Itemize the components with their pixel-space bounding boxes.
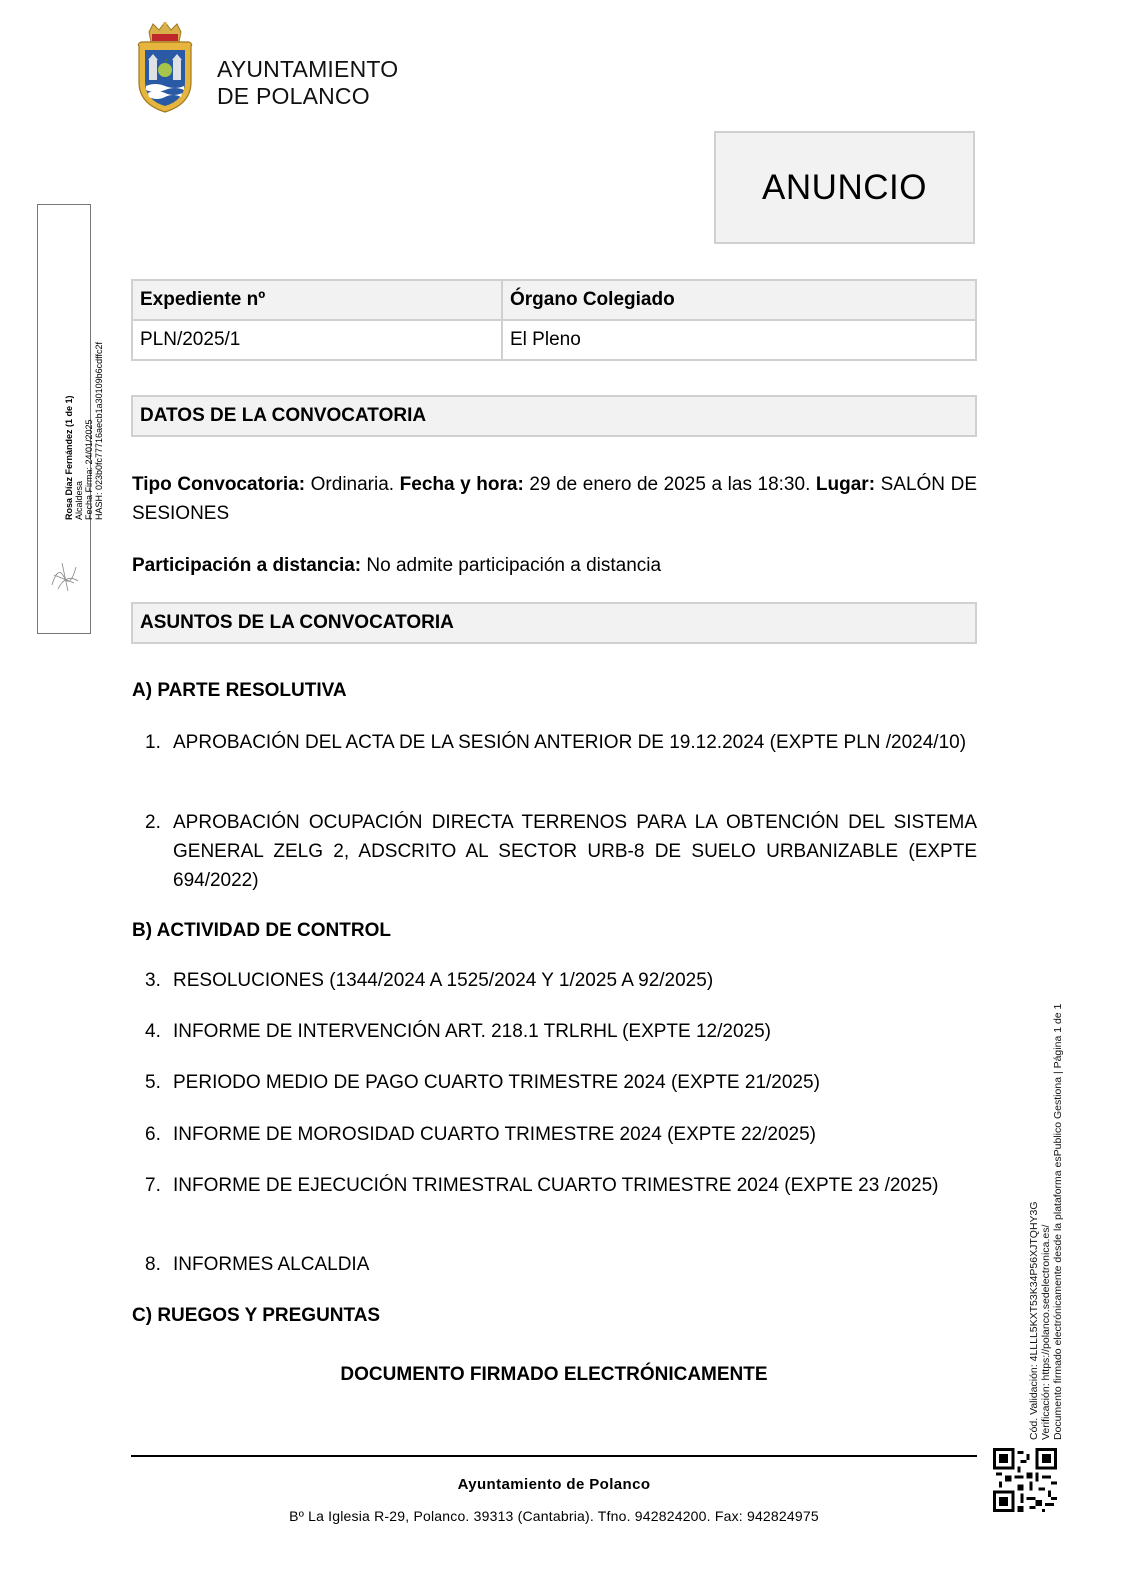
- verification-url[interactable]: Verificación: https://polanco.sedelectronica.es/: [1040, 1224, 1052, 1440]
- table-header-row: [132, 280, 976, 320]
- agenda-item: 2. APROBACIÓN OCUPACIÓN DIRECTA TERRENOS PARA LA OBTENCIÓN DEL SISTEMA GENERAL ZELG 2, ADSCRITO AL SECTOR URB-8 DE SUELO URBANIZABLE (EXPTE 694/2022): [145, 812, 977, 891]
- participacion-line: [132, 551, 977, 580]
- handwritten-signature-icon: [44, 555, 84, 595]
- tipo-value: Ordinaria.: [310, 474, 395, 495]
- footer-organization: Ayuntamiento de Polanco: [457, 1476, 651, 1493]
- document-type-box: [714, 131, 975, 244]
- agenda-item: 5. PERIODO MEDIO DE PAGO CUARTO TRIMESTRE 2024 (EXPTE 21/2025): [145, 1072, 820, 1093]
- section-b-title: B) ACTIVIDAD DE CONTROL: [132, 920, 391, 941]
- header-organo: Órgano Colegiado: [502, 280, 976, 320]
- agenda-item: 6. INFORME DE MOROSIDAD CUARTO TRIMESTRE 2024 (EXPTE 22/2025): [145, 1124, 816, 1145]
- participacion-label: Participación a distancia:: [132, 555, 362, 576]
- fecha-value: 29 de enero de 2025 a las 18:30.: [529, 474, 811, 495]
- section-a-title: A) PARTE RESOLUTIVA: [132, 680, 347, 701]
- coat-of-arms-logo: [135, 22, 195, 117]
- lugar-value: SALÓN DE SESIONES: [132, 474, 977, 524]
- asuntos-section-header: ASUNTOS DE LA CONVOCATORIA: [131, 602, 977, 644]
- tipo-label: Tipo Convocatoria:: [132, 474, 306, 495]
- validation-info: [1028, 1004, 1064, 1440]
- datos-section-header: DATOS DE LA CONVOCATORIA: [131, 395, 977, 437]
- participacion-value: No admite participación a distancia: [366, 555, 662, 576]
- qr-code-icon: [993, 1448, 1057, 1512]
- agenda-item: 1. APROBACIÓN DEL ACTA DE LA SESIÓN ANTERIOR DE 19.12.2024 (EXPTE PLN /2024/10): [145, 732, 967, 753]
- signer-name: Rosa Díaz Fernández (1 de 1): [64, 395, 74, 520]
- table-row: [132, 320, 976, 360]
- fecha-label: Fecha y hora:: [399, 474, 524, 495]
- convocatoria-details: [132, 470, 977, 528]
- header-expediente: Expediente nº: [132, 280, 502, 320]
- signature-hash: HASH: 023b0fc77716aecb1a30109b6cdffc2f: [94, 342, 104, 520]
- footer-address: Bº La Iglesia R-29, Polanco. 39313 (Cantabria). Tfno. 942824200. Fax: 942824975: [289, 1508, 819, 1524]
- agenda-item: 4. INFORME DE INTERVENCIÓN ART. 218.1 TRLRHL (EXPTE 12/2025): [145, 1021, 771, 1042]
- validation-code: Cód. Validación: 4LLLL5KXT53K34P56XJTQHY3G: [1028, 1201, 1040, 1440]
- signer-role: Alcaldesa: [74, 480, 84, 520]
- organo-value: El Pleno: [502, 320, 976, 360]
- expediente-value: PLN/2025/1: [132, 320, 502, 360]
- signed-notice: DOCUMENTO FIRMADO ELECTRÓNICAMENTE: [340, 1364, 768, 1385]
- agenda-item: 8. INFORMES ALCALDIA: [145, 1254, 370, 1275]
- section-c-title: C) RUEGOS Y PREGUNTAS: [132, 1305, 381, 1326]
- footer-divider: [131, 1455, 977, 1457]
- lugar-label: Lugar:: [815, 474, 876, 495]
- document-type-title: ANUNCIO: [762, 167, 927, 207]
- expediente-table: [131, 279, 977, 361]
- agenda-item: 3. RESOLUCIONES (1344/2024 A 1525/2024 Y 1/2025 A 92/2025): [145, 970, 714, 991]
- signature-info: [64, 342, 104, 520]
- signature-date: Fecha Firma: 24/01/2025: [84, 419, 94, 520]
- agenda-item: 7. INFORME DE EJECUCIÓN TRIMESTRAL CUARTO TRIMESTRE 2024 (EXPTE 23 /2025): [145, 1175, 939, 1196]
- organization-name: AYUNTAMIENTO DE POLANCO: [217, 56, 399, 109]
- platform-notice: Documento firmado electrónicamente desde la plataforma esPublico Gestiona | Página 1 de 1: [1052, 1003, 1064, 1440]
